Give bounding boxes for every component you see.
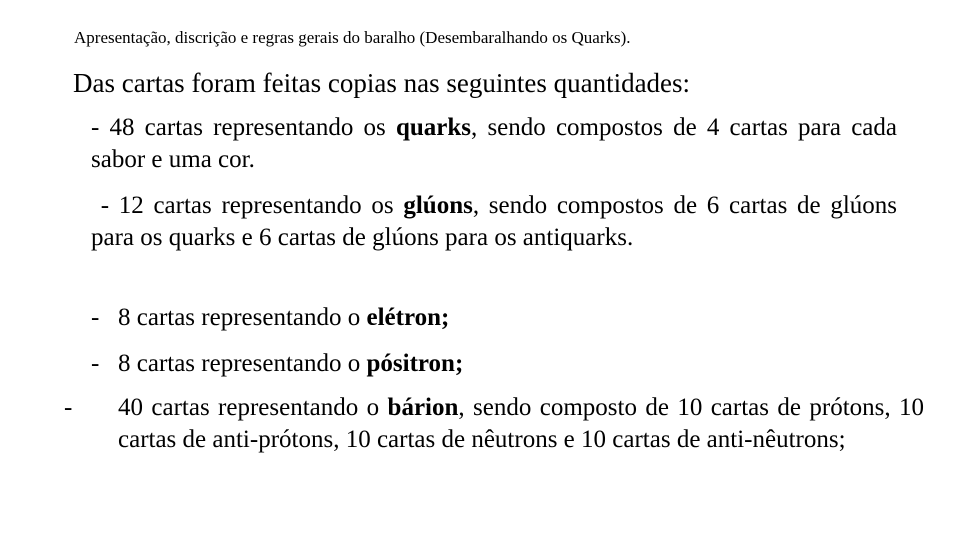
item-text: 40 cartas representando o (118, 394, 388, 421)
list-item-eletron (91, 302, 897, 334)
item-term: quarks (395, 114, 472, 141)
item-term: elétron; (366, 304, 450, 331)
intro-text: Das cartas foram feitas copias nas seguintes quantidades: (73, 68, 691, 98)
item-term: glúons (403, 192, 473, 219)
item-text: , sendo compostos de 6 cartas de glúons para os quarks e 6 cartas de glúons para os antiquarks. (91, 192, 897, 251)
item-text: 8 cartas representando o (118, 350, 367, 377)
list-item-quarks (91, 112, 897, 176)
list-item-gluons (91, 190, 897, 254)
item-text: , sendo compostos de 4 cartas para cada sabor e uma cor. (91, 114, 897, 173)
list-item-barion (64, 392, 925, 456)
slide-header: Apresentação, discrição e regras gerais do baralho (Desembaralhando os Quarks). (74, 28, 631, 47)
item-dash: - (91, 304, 100, 331)
item-term: bárion (387, 394, 459, 421)
item-text: - 12 cartas representando os (91, 192, 404, 219)
item-term: pósitron; (366, 350, 464, 377)
item-dash: - (64, 394, 73, 421)
item-text: , sendo composto de 10 cartas de prótons, 10 cartas de anti-prótons, 10 cartas de nêutrons e 10 cartas de anti-nêutrons; (118, 394, 925, 453)
item-dash: - (91, 350, 100, 377)
item-text: 8 cartas representando o (118, 304, 367, 331)
list-item-positron (91, 348, 897, 380)
item-text: - 48 cartas representando os (91, 114, 396, 141)
